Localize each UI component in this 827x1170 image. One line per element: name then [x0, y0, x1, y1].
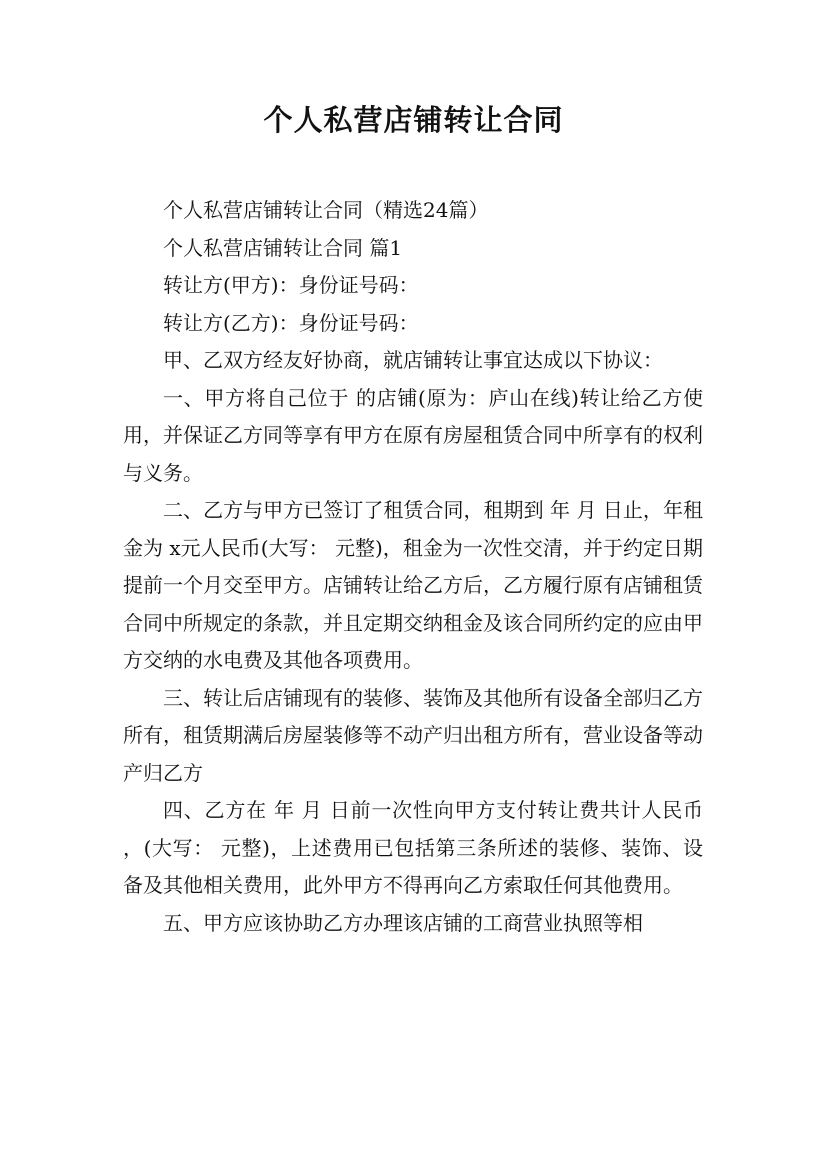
paragraph-agreement-intro: 甲、乙双方经友好协商，就店铺转让事宜达成以下协议：: [163, 348, 663, 372]
paragraph-heading: 个人私营店铺转让合同（精选24篇）: [163, 198, 489, 222]
document-title: 个人私营店铺转让合同: [263, 103, 564, 137]
paragraph-clause-2: 二、乙方与甲方已签订了租赁合同，租期到 年 月 日止，年租金为 x元人民币(大写： 元整)，租金为一次性交清，并于约定日期提前一个月交至甲方。店铺转让给乙方后，乙方履行原有店铺租赁合同中所规定的条款，并且定期交纳租金及该合同所约定的应由甲方交纳的水电费及其他各项费用。: [123, 498, 703, 672]
paragraph-party-a: 转让方(甲方)：身份证号码：: [163, 273, 419, 297]
paragraph-section-title: 个人私营店铺转让合同 篇1: [163, 235, 403, 260]
paragraph-clause-1: 一、甲方将自己位于 的店铺(原为：庐山在线)转让给乙方使用，并保证乙方同等享有甲方在原有房屋租赁合同中所享有的权利与义务。: [123, 385, 703, 485]
paragraph-party-b: 转让方(乙方)：身份证号码：: [163, 310, 419, 335]
paragraph-clause-4: 四、乙方在 年 月 日前一次性向甲方支付转让费共计人民币 ，(大写： 元整)，上述费用已包括第三条所述的装修、装饰、设备及其他相关费用，此外甲方不得再向乙方索取任何其他费用。: [123, 798, 703, 897]
document-body: [123, 192, 703, 942]
paragraph-clause-5: 五、甲方应该协助乙方办理该店铺的工商营业执照等相: [163, 910, 643, 935]
paragraph-clause-3: 三、转让后店铺现有的装修、装饰及其他所有设备全部归乙方所有，租赁期满后房屋装修等不动产归出租方所有，营业设备等动产归乙方: [123, 685, 703, 785]
